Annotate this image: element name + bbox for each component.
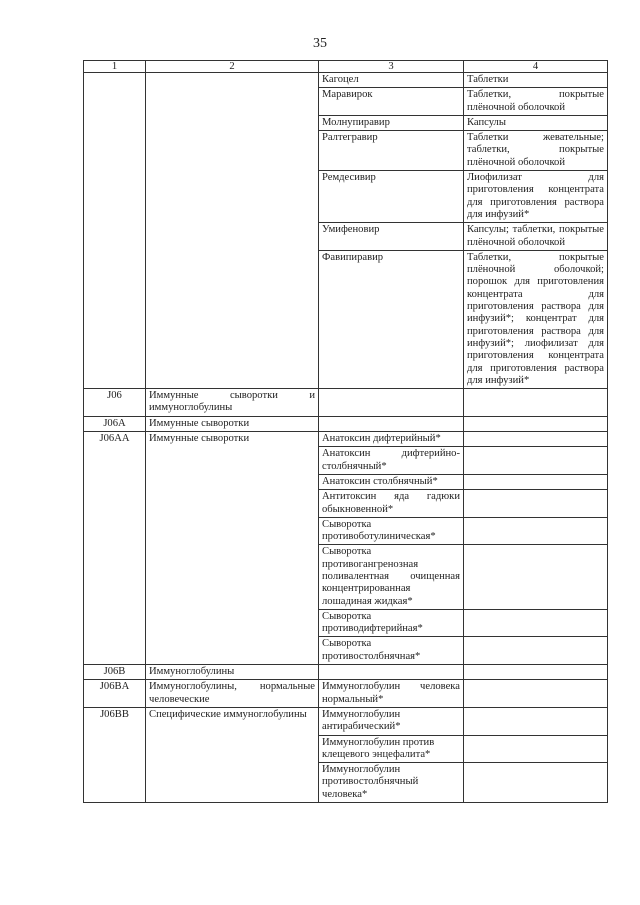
atc-group-name: Специфические иммуноглобулины bbox=[146, 707, 319, 802]
drug-name: Молнупиравир bbox=[319, 115, 464, 130]
empty-cell bbox=[464, 474, 608, 489]
column-header-1: 1 bbox=[84, 61, 146, 73]
drug-table bbox=[83, 60, 608, 803]
drug-name: Маравирок bbox=[319, 88, 464, 116]
empty-cell bbox=[464, 637, 608, 665]
empty-cell bbox=[464, 447, 608, 475]
dosage-form: Таблетки жевательные; таблетки, покрытые плёночной оболочкой bbox=[464, 131, 608, 171]
atc-code: J06AA bbox=[84, 432, 146, 665]
drug-name: Анатоксин дифтерийный* bbox=[319, 432, 464, 447]
atc-code: J06BB bbox=[84, 707, 146, 802]
drug-name: Анатоксин столбнячный* bbox=[319, 474, 464, 489]
drug-name: Кагоцел bbox=[319, 73, 464, 88]
dosage-form: Таблетки, покрытые плёночной оболочкой; порошок для приготовления концентрата для приготовления раствора для инфузий*; концентрат для приготовления раствора для инфузий*; лиофилизат для приготовления концентрата для приготовления раствора для инфузий* bbox=[464, 250, 608, 388]
dosage-form: Таблетки bbox=[464, 73, 608, 88]
dosage-form: Таблетки, покрытые плёночной оболочкой bbox=[464, 88, 608, 116]
empty-cell bbox=[464, 665, 608, 680]
column-header-2: 2 bbox=[146, 61, 319, 73]
table-row bbox=[84, 389, 608, 417]
atc-code: J06B bbox=[84, 665, 146, 680]
atc-group-name: Иммуноглобулины bbox=[146, 665, 319, 680]
drug-name: Сыворотка противостолбнячная* bbox=[319, 637, 464, 665]
atc-code: J06BA bbox=[84, 680, 146, 708]
header-row bbox=[84, 61, 608, 73]
drug-name: Сыворотка противодифтерийная* bbox=[319, 609, 464, 637]
drug-name: Сыворотка противоботулиническая* bbox=[319, 517, 464, 545]
empty-cell bbox=[464, 735, 608, 763]
drug-name: Антитоксин яда гадюки обыкновенной* bbox=[319, 490, 464, 518]
table-row bbox=[84, 73, 608, 88]
drug-name: Фавипиравир bbox=[319, 250, 464, 388]
atc-group-name: Иммунные сыворотки и иммуноглобулины bbox=[146, 389, 319, 417]
column-header-3: 3 bbox=[319, 61, 464, 73]
empty-cell bbox=[464, 680, 608, 708]
empty-code-cell bbox=[84, 73, 146, 389]
atc-group-name: Иммунные сыворотки bbox=[146, 416, 319, 431]
empty-cell bbox=[319, 665, 464, 680]
empty-cell bbox=[464, 389, 608, 417]
empty-cell bbox=[319, 416, 464, 431]
drug-name: Анатоксин дифтерийно-столбнячный* bbox=[319, 447, 464, 475]
empty-cell bbox=[464, 517, 608, 545]
atc-group-name: Иммунные сыворотки bbox=[146, 432, 319, 665]
empty-cell bbox=[464, 545, 608, 609]
empty-group-cell bbox=[146, 73, 319, 389]
drug-name: Иммуноглобулин против клещевого энцефалита* bbox=[319, 735, 464, 763]
atc-code: J06 bbox=[84, 389, 146, 417]
table-row bbox=[84, 707, 608, 735]
drug-name: Ремдесивир bbox=[319, 171, 464, 223]
table-row bbox=[84, 416, 608, 431]
drug-name: Иммуноглобулин противостолбнячный человека* bbox=[319, 763, 464, 803]
page-number: 35 bbox=[313, 36, 327, 51]
column-header-4: 4 bbox=[464, 61, 608, 73]
empty-cell bbox=[464, 432, 608, 447]
dosage-form: Капсулы bbox=[464, 115, 608, 130]
empty-cell bbox=[464, 416, 608, 431]
table-row bbox=[84, 680, 608, 708]
empty-cell bbox=[464, 490, 608, 518]
empty-cell bbox=[464, 707, 608, 735]
table-row bbox=[84, 665, 608, 680]
dosage-form: Лиофилизат для приготовления концентрата для приготовления раствора для инфузий* bbox=[464, 171, 608, 223]
drug-name: Ралтегравир bbox=[319, 131, 464, 171]
drug-name: Сыворотка противогангренозная поливалентная очищенная концентрированная лошадиная жидкая* bbox=[319, 545, 464, 609]
empty-cell bbox=[464, 763, 608, 803]
drug-name: Иммуноглобулин антирабический* bbox=[319, 707, 464, 735]
drug-name: Иммуноглобулин человека нормальный* bbox=[319, 680, 464, 708]
dosage-form: Капсулы; таблетки, покрытые плёночной оболочкой bbox=[464, 223, 608, 251]
empty-cell bbox=[464, 609, 608, 637]
table-row bbox=[84, 432, 608, 447]
drug-name: Умифеновир bbox=[319, 223, 464, 251]
atc-code: J06A bbox=[84, 416, 146, 431]
empty-cell bbox=[319, 389, 464, 417]
atc-group-name: Иммуноглобулины, нормальные человеческие bbox=[146, 680, 319, 708]
